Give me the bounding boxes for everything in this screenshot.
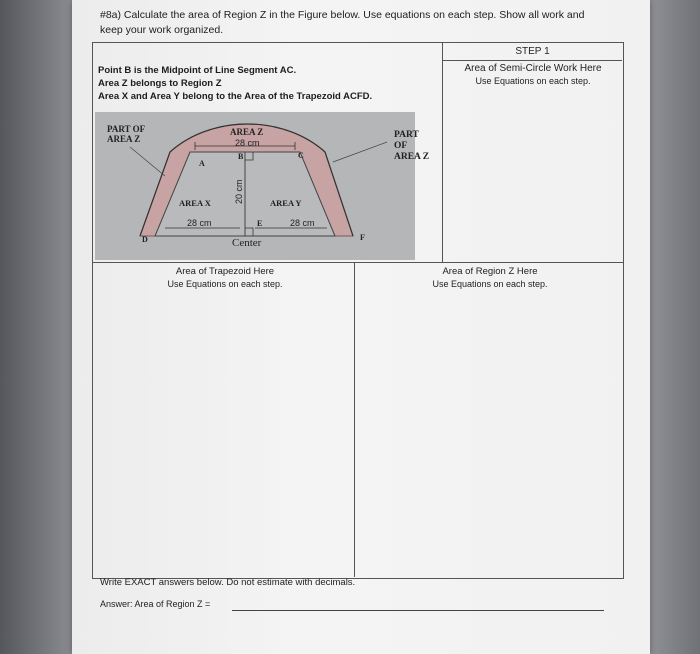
point-f-label: F: [360, 233, 365, 242]
prompt-line-2: keep your work organized.: [100, 24, 224, 36]
part-label-line: OF: [394, 141, 408, 151]
answer-field[interactable]: [232, 610, 604, 611]
bottom-right-dim-label: 28 cm: [290, 218, 315, 228]
point-d-label: D: [142, 235, 148, 244]
exact-instruction: Write EXACT answers below. Do not estimate with decimals.: [100, 577, 356, 588]
table-divider: [92, 262, 623, 263]
trapezoid-cell-instruction: Use Equations on each step.: [167, 279, 283, 289]
step1-instruction: Use Equations on each step.: [475, 76, 591, 86]
point-b-label: B: [238, 152, 244, 161]
area-y-label: AREA Y: [270, 198, 302, 208]
step1-cell: [448, 62, 618, 88]
figure-drawing: [95, 112, 415, 260]
region-z-cell-header: [405, 266, 575, 290]
problem-prompt: [100, 8, 620, 38]
given-line-1: Point B is the Midpoint of Line Segment AC.: [98, 65, 297, 76]
table-divider: [354, 262, 355, 577]
height-dimension-label: 20 cm: [234, 179, 244, 204]
part-label-line: AREA Z: [394, 152, 430, 162]
given-info: [98, 64, 438, 103]
part-label-line: PART: [394, 130, 419, 140]
area-x-label: AREA X: [179, 198, 211, 208]
trapezoid-cell-title: Area of Trapezoid Here: [175, 266, 275, 277]
table-divider: [442, 42, 443, 262]
prompt-line-1: #8a) Calculate the area of Region Z in the Figure below. Use equations on each step. Show all work and: [100, 9, 585, 21]
background-edge-left: [0, 0, 72, 654]
background-edge-right: [650, 0, 700, 654]
trapezoid-cell-header: [140, 266, 310, 290]
point-a-label: A: [199, 159, 205, 168]
region-z-cell-title: Area of Region Z Here: [442, 266, 538, 277]
step1-title: STEP 1: [515, 46, 550, 57]
part-of-area-z-left: PART OF AREA Z: [107, 124, 145, 144]
leader-line: [130, 147, 165, 176]
part-of-area-z-right: [394, 130, 429, 163]
point-c-label: C: [298, 151, 304, 160]
leader-line: [333, 142, 387, 162]
given-line-3: Area X and Area Y belong to the Area of the Trapezoid ACFD.: [98, 91, 373, 102]
table-divider: [443, 60, 622, 61]
top-dimension-label: 28 cm: [235, 138, 260, 148]
answer-label: Answer: Area of Region Z =: [100, 599, 211, 609]
region-figure: [95, 112, 415, 260]
given-line-2: Area Z belongs to Region Z: [98, 78, 222, 89]
point-e-label: E: [257, 219, 263, 228]
center-label: Center: [232, 237, 262, 249]
step1-heading: Area of Semi-Circle Work Here: [464, 63, 602, 74]
region-z-cell-instruction: Use Equations on each step.: [432, 279, 548, 289]
bottom-left-dim-label: 28 cm: [187, 218, 212, 228]
area-z-label: AREA Z: [230, 127, 264, 137]
